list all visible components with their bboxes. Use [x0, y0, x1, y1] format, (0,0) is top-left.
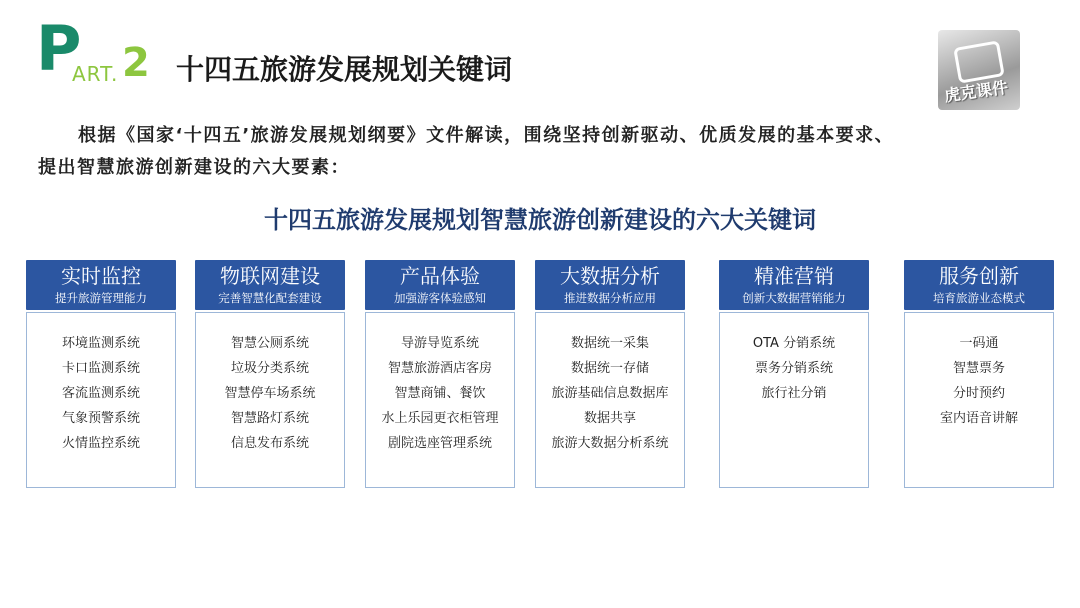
list-item: 剧院选座管理系统 [387, 436, 492, 451]
logo-number: 2 [122, 40, 150, 86]
list-item: 智慧票务 [952, 361, 1005, 376]
category-card-iot [195, 260, 345, 488]
intro-line-2: 提出智慧旅游创新建设的六大要素： [38, 157, 350, 178]
list-item: 气象预警系统 [61, 411, 140, 426]
category-item-list [365, 312, 515, 488]
category-subtitle: 创新大数据营销能力 [742, 291, 846, 305]
category-header [195, 260, 345, 310]
category-title: 服务创新 [939, 264, 1019, 288]
section-subtitle: 十四五旅游发展规划智慧旅游创新建设的六大关键词 [264, 206, 816, 234]
list-item: 卡口监测系统 [61, 361, 140, 376]
list-item: 智慧商铺、餐饮 [394, 386, 486, 401]
list-item: 数据共享 [583, 411, 636, 426]
logo-word: ART. [72, 62, 119, 86]
list-item: 室内语音讲解 [939, 411, 1018, 426]
list-item: 火情监控系统 [61, 436, 140, 451]
list-item: 分时预约 [952, 386, 1005, 401]
category-item-list [904, 312, 1054, 488]
list-item: 智慧旅游酒店客房 [387, 361, 492, 376]
brand-badge [938, 30, 1020, 110]
list-item: 票务分销系统 [754, 361, 833, 376]
list-item: 垃圾分类系统 [230, 361, 309, 376]
category-title: 精准营销 [754, 264, 834, 288]
list-item: 旅行社分销 [761, 386, 827, 401]
category-header [904, 260, 1054, 310]
category-card-product-experience [365, 260, 515, 488]
category-header [26, 260, 176, 310]
category-subtitle: 提升旅游管理能力 [55, 291, 147, 305]
list-item: OTA 分销系统 [752, 336, 836, 351]
category-subtitle: 完善智慧化配套建设 [218, 291, 322, 305]
category-card-precision-marketing [719, 260, 869, 488]
page-title: 十四五旅游发展规划关键词 [176, 53, 513, 86]
category-item-list [26, 312, 176, 488]
list-item: 旅游大数据分析系统 [551, 436, 669, 451]
badge-text: 虎克课件 [943, 77, 1010, 106]
list-item: 客流监测系统 [61, 386, 140, 401]
category-subtitle: 培育旅游业态模式 [933, 291, 1025, 305]
part-logo [36, 12, 161, 86]
intro-line-1: 根据《国家‘十四五’旅游发展规划纲要》文件解读，围绕坚持创新驱动、优质发展的基本要求、 [78, 125, 895, 146]
list-item: 旅游基础信息数据库 [551, 386, 669, 401]
list-item: 智慧路灯系统 [230, 411, 309, 426]
list-item: 数据统一存储 [570, 361, 649, 376]
list-item: 智慧停车场系统 [224, 386, 316, 401]
category-item-list [719, 312, 869, 488]
slide-header [36, 12, 936, 88]
list-item: 一码通 [959, 336, 999, 351]
category-card-service-innovation [904, 260, 1054, 488]
intro-paragraph [38, 120, 1048, 184]
category-title: 物联网建设 [220, 264, 320, 288]
logo-letter: P [36, 12, 82, 85]
category-subtitle: 推进数据分析应用 [564, 291, 656, 305]
list-item: 智慧公厕系统 [230, 336, 309, 351]
category-item-list [535, 312, 685, 488]
category-subtitle: 加强游客体验感知 [394, 291, 486, 305]
category-header [535, 260, 685, 310]
category-header [365, 260, 515, 310]
category-item-list [195, 312, 345, 488]
category-header [719, 260, 869, 310]
list-item: 水上乐园更衣柜管理 [381, 411, 499, 426]
category-card-realtime-monitoring [26, 260, 176, 488]
category-title: 大数据分析 [560, 264, 660, 288]
category-title: 产品体验 [400, 264, 480, 288]
list-item: 导游导览系统 [400, 336, 479, 351]
category-card-big-data [535, 260, 685, 488]
category-title: 实时监控 [61, 264, 141, 288]
list-item: 数据统一采集 [570, 336, 649, 351]
list-item: 环境监测系统 [61, 336, 140, 351]
list-item: 信息发布系统 [230, 436, 309, 451]
